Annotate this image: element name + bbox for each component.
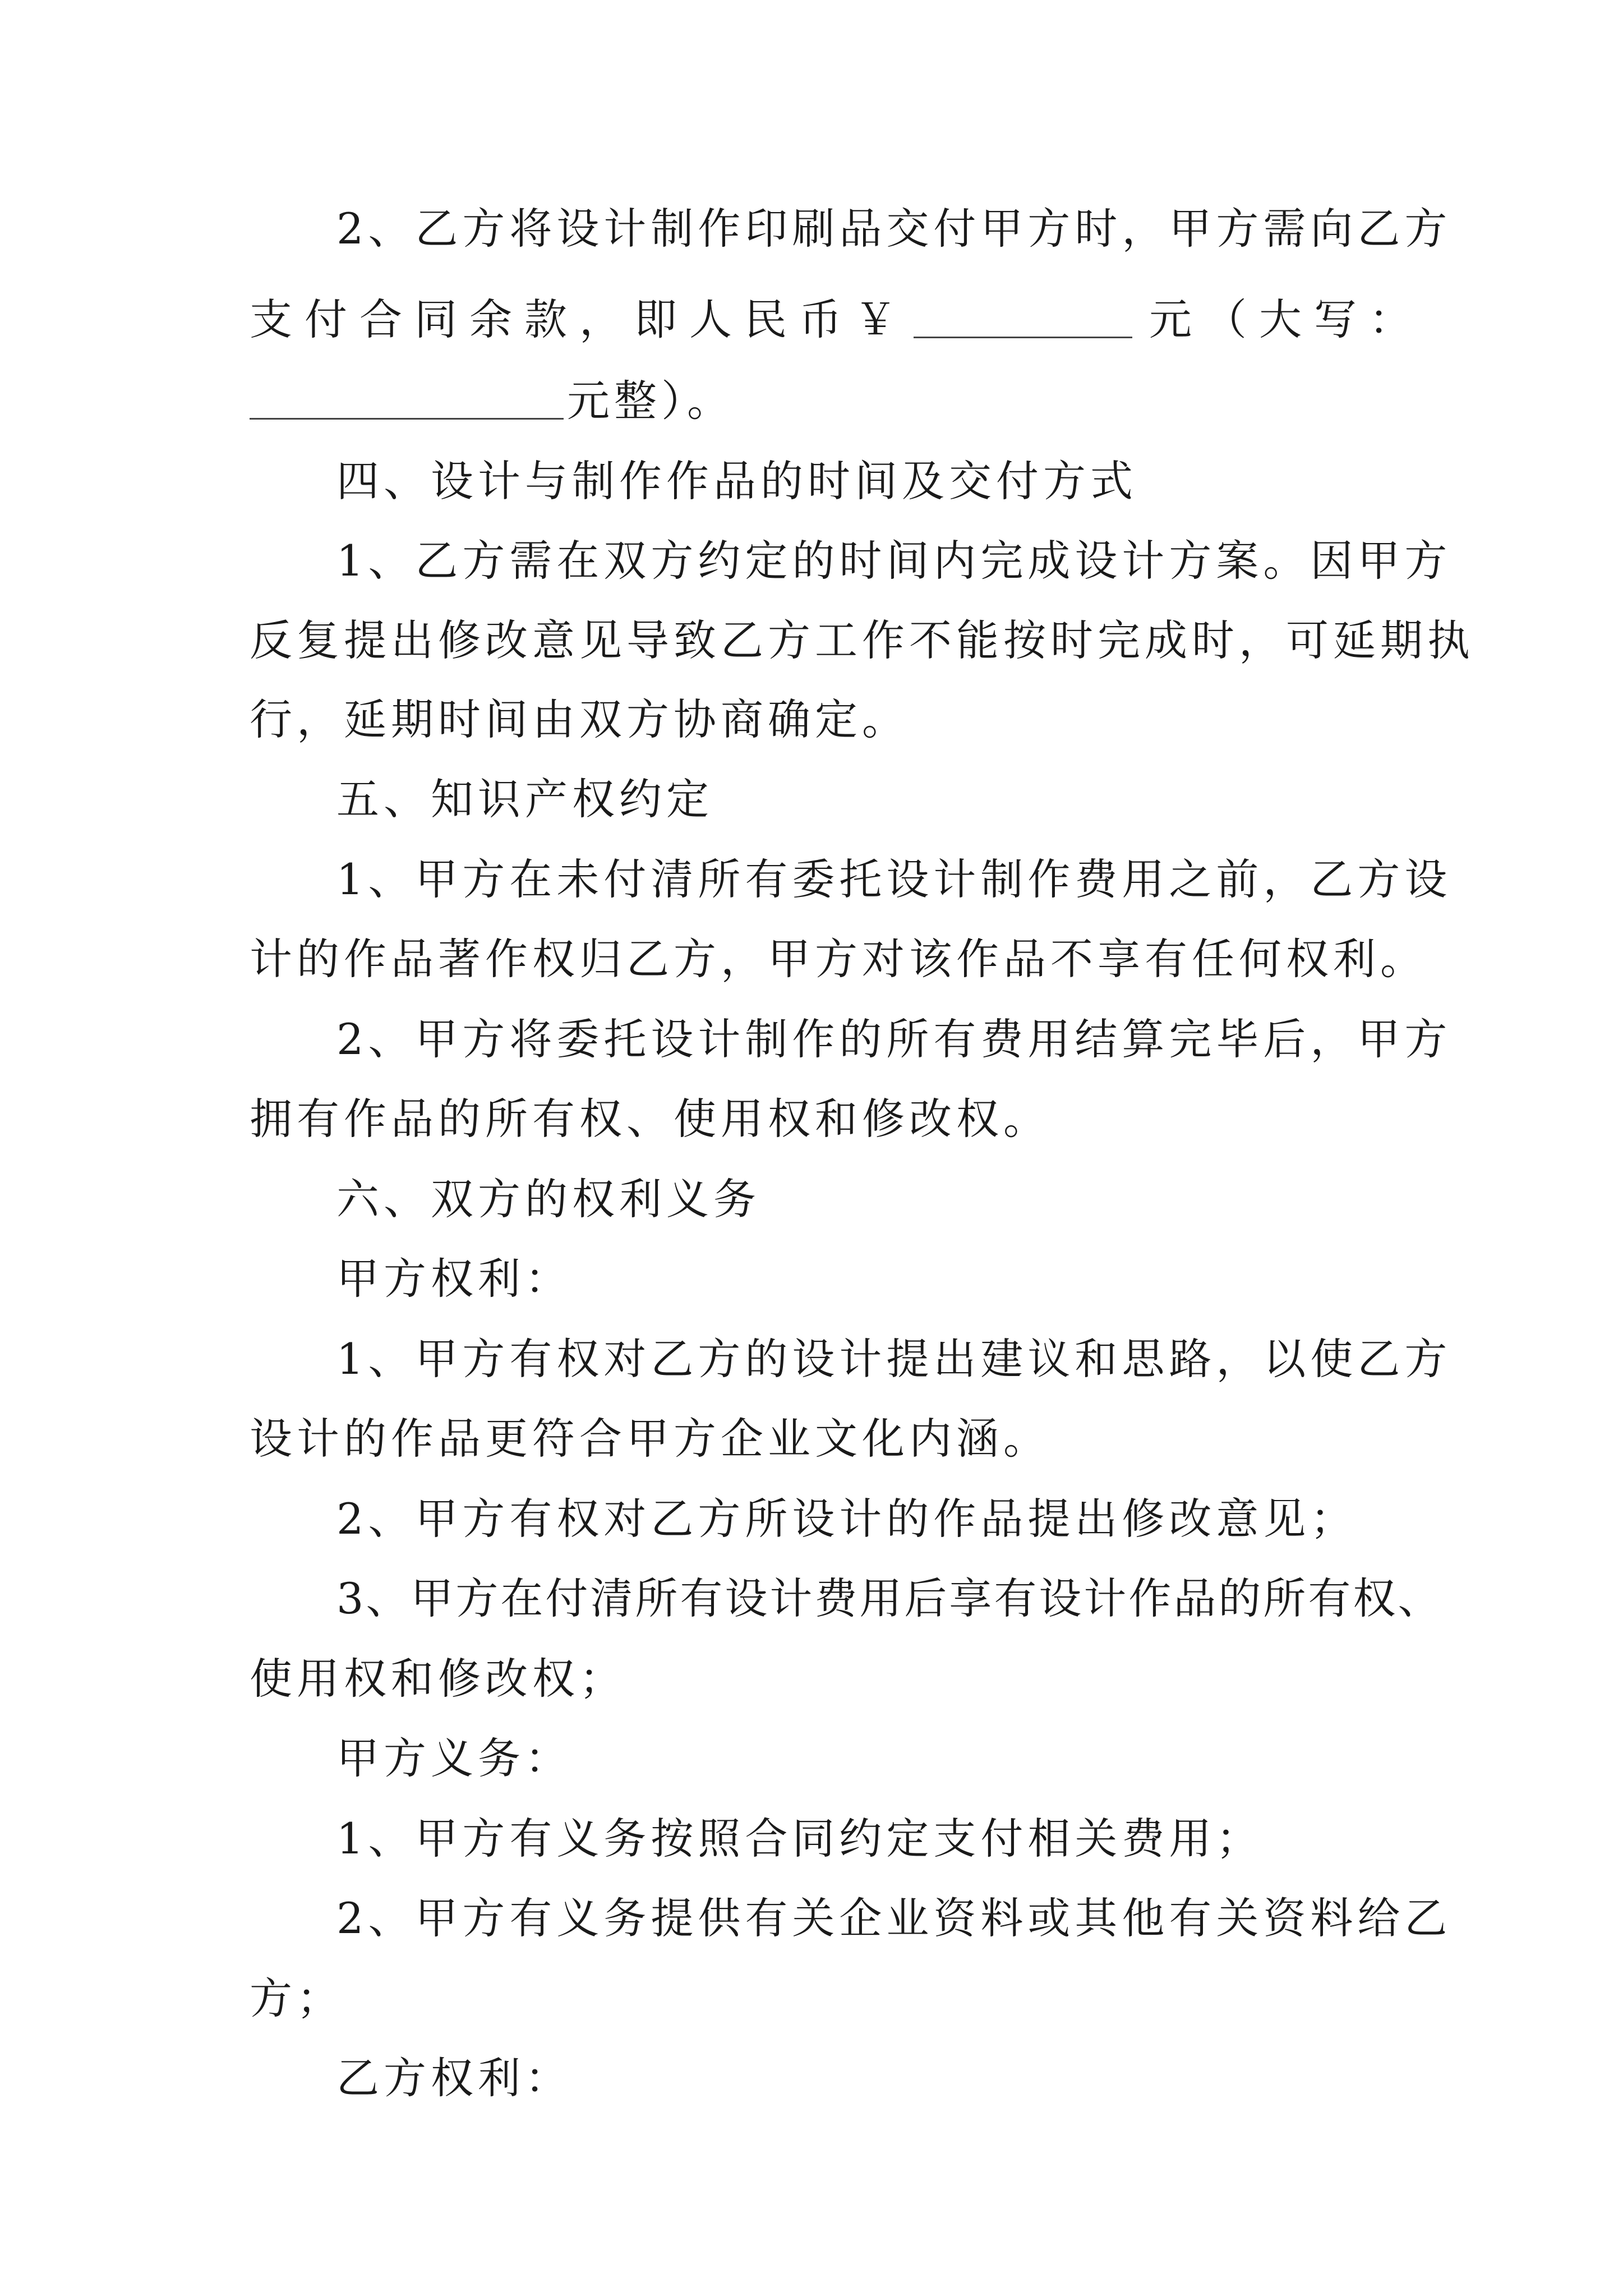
paragraph-line: 2、甲方有义务提供有关企业资料或其他有关资料给乙 bbox=[336, 1893, 1452, 1943]
paragraph-line: 1、甲方在未付清所有委托设计制作费用之前，乙方设 bbox=[336, 854, 1452, 904]
section-heading: 六、双方的权利义务 bbox=[336, 1174, 760, 1224]
paragraph-line: 2、甲方有权对乙方所设计的作品提出修改意见； bbox=[336, 1494, 1358, 1544]
paragraph-line: 1、甲方有权对乙方的设计提出建议和思路，以使乙方 bbox=[336, 1334, 1452, 1384]
payment-text: 元（大写： bbox=[1149, 295, 1424, 344]
paragraph-line: 使用权和修改权； bbox=[250, 1654, 626, 1704]
subheading: 乙方权利： bbox=[336, 2053, 572, 2103]
paragraph-line: 2、甲方将委托设计制作的所有费用结算完毕后，甲方 bbox=[336, 1014, 1452, 1064]
paragraph-line bbox=[250, 292, 1424, 348]
section-heading: 五、知识产权约定 bbox=[336, 774, 713, 824]
paragraph-line: 计的作品著作权归乙方，甲方对该作品不享有任何权利。 bbox=[250, 934, 1427, 984]
payment-text: 支付合同余款，即人民币￥ bbox=[250, 295, 909, 344]
paragraph-line: 3、甲方在付清所有设计费用后享有设计作品的所有权、 bbox=[336, 1573, 1443, 1623]
payment-text: 元整）。 bbox=[567, 376, 734, 426]
paragraph-line: 拥有作品的所有权、使用权和修改权。 bbox=[250, 1094, 1050, 1144]
paragraph-line bbox=[250, 373, 734, 429]
paragraph-line: 行，延期时间由双方协商确定。 bbox=[250, 694, 909, 744]
paragraph-line: 1、乙方需在双方约定的时间内完成设计方案。因甲方 bbox=[336, 536, 1452, 586]
paragraph-line: 方； bbox=[250, 1973, 344, 2023]
subheading: 甲方权利： bbox=[336, 1254, 572, 1304]
subheading: 甲方义务： bbox=[336, 1733, 572, 1783]
paragraph-line: 设计的作品更符合甲方企业文化内涵。 bbox=[250, 1414, 1050, 1464]
section-heading: 四、设计与制作作品的时间及交付方式 bbox=[336, 456, 1137, 506]
amount-blank bbox=[914, 292, 1132, 338]
amount-in-words-blank bbox=[250, 373, 564, 420]
paragraph-line: 1、甲方有义务按照合同约定支付相关费用； bbox=[336, 1814, 1264, 1864]
paragraph-line: 反复提出修改意见导致乙方工作不能按时完成时，可延期执 bbox=[250, 615, 1474, 665]
paragraph-line: 2、乙方将设计制作印刷品交付甲方时，甲方需向乙方 bbox=[336, 204, 1452, 254]
